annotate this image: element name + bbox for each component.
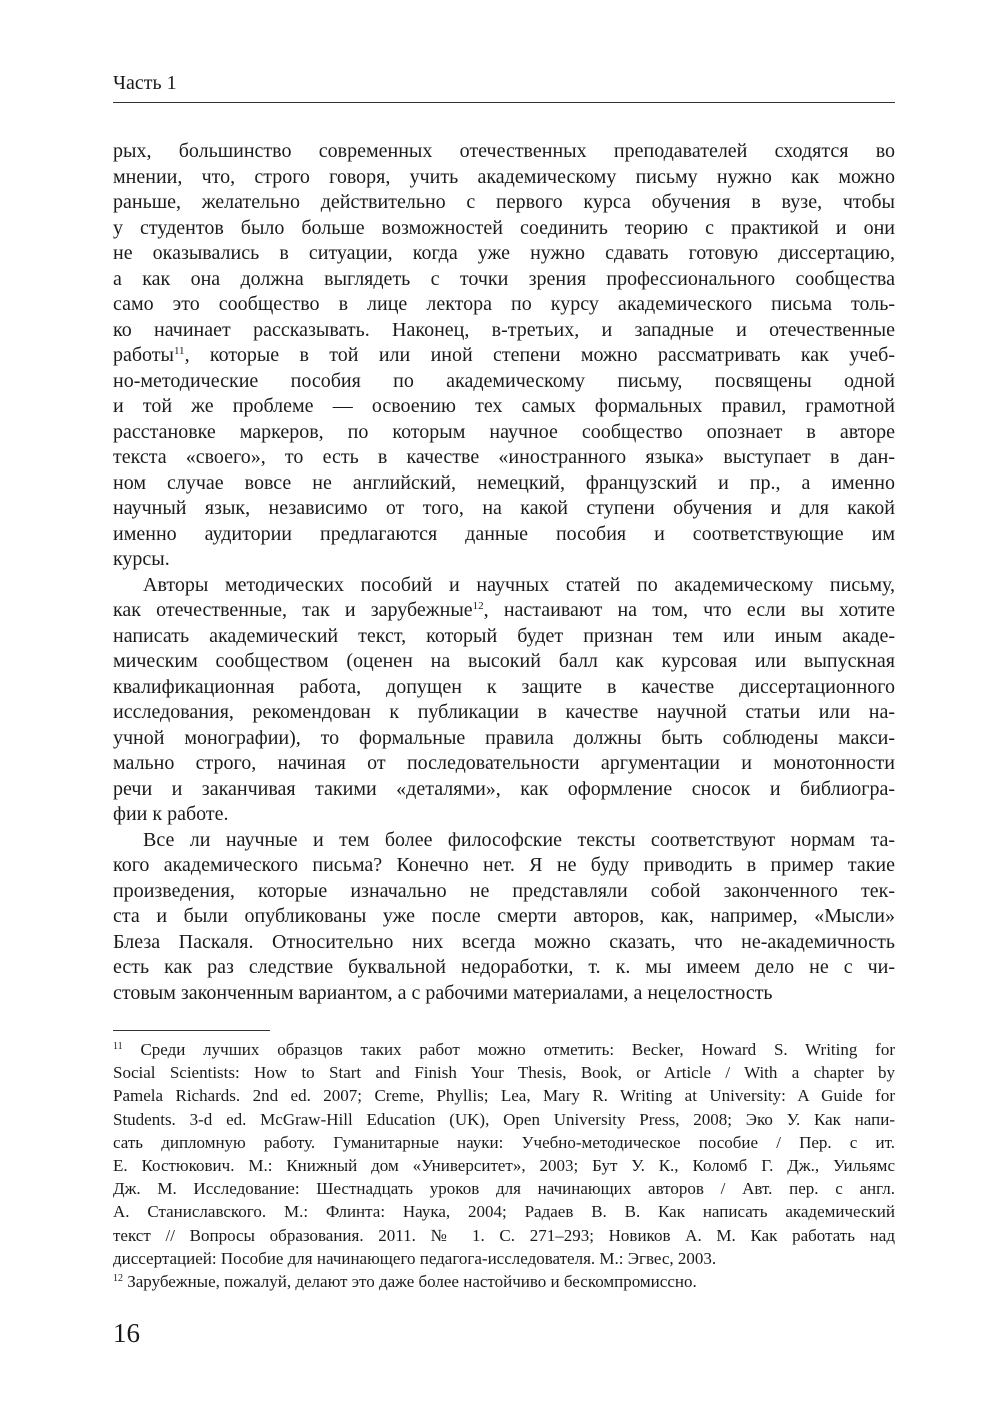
footnote-line: $^{11}$ Среди лучших образцов таких работ можно отметить: Becker, Howard S. Writing for <box>113 1040 895 1059</box>
body-line: кого академического письма? Конечно нет. Я не буду приводить в пример такие <box>113 854 895 876</box>
body-line: а как она должна выглядеть с точки зрения профессионального сообщества <box>113 267 895 290</box>
footnote-line: Дж. М. Исследование: Шестнадцать уроков для начинающих авторов / Авт. пер. с англ. <box>113 1179 895 1199</box>
body-line: стовым законченным вариантом, а с рабочими материалами, а нецелостность <box>113 981 773 1004</box>
footnote-line: $^{12}$ Зарубежные, пожалуй, делают это даже более настойчиво и бескомпромиссно. <box>113 1271 697 1291</box>
header-rule <box>113 102 895 103</box>
running-header: Часть 1 <box>113 72 177 94</box>
body-line: работы$^{11}$, которые в той или иной степени можно рассматривать как учеб- <box>113 344 895 366</box>
body-line: написать академический текст, который будет признан тем или иным акаде- <box>113 624 895 647</box>
body-line: именно аудитории предлагаются данные пособия и соответствующие им <box>113 522 895 545</box>
body-line: произведения, которые изначально не представляли собой законченного тек- <box>113 879 895 902</box>
footnote-separator <box>113 1030 270 1031</box>
footnote-line: сать дипломную работу. Гуманитарные науки: Учебно-методическое пособие / Пер. с ит. <box>113 1132 895 1152</box>
footnote-line: Social Scientists: How to Start and Finish Your Thesis, Book, or Article / With a chapter by <box>113 1063 895 1083</box>
body-line: рых, большинство современных отечественных преподавателей сходятся во <box>113 140 895 162</box>
body-text <box>113 139 895 1006</box>
body-line: ста и были опубликованы уже после смерти авторов, как, например, «Мысли» <box>113 905 895 927</box>
body-line: квалификационная работа, допущен к защите в качестве диссертационного <box>113 675 895 698</box>
body-line: Все ли научные и тем более философские тексты соответствуют нормам та- <box>143 828 895 851</box>
footnote-line: текст // Вопросы образования. 2011. № 1. С. 271–293; Новиков А. М. Как работать над <box>113 1225 895 1245</box>
body-line: курсы. <box>113 548 170 570</box>
body-line: исследования, рекомендован к публикации в качестве научной статьи или на- <box>113 701 895 723</box>
body-line: само это сообщество в лице лектора по курсу академического письма толь- <box>113 293 895 315</box>
body-line: ном случае вовсе не английский, немецкий, французский и пр., а именно <box>113 471 895 494</box>
footnote-line: Pamela Richards. 2nd ed. 2007; Creme, Phyllis; Lea, Mary R. Writing at University: A Guide for <box>113 1086 895 1106</box>
body-line: и той же проблеме — освоению тех самых формальных правил, грамотной <box>113 395 895 417</box>
body-line: у студентов было больше возможностей соединить теорию с практикой и они <box>113 216 895 239</box>
body-line: не оказывались в ситуации, когда уже нужно сдавать готовую диссертацию, <box>113 242 895 264</box>
body-line: текста «своего», то есть в качестве «иностранного языка» выступает в дан- <box>113 446 895 468</box>
body-line: но-методические пособия по академическому письму, посвящены одной <box>113 369 895 392</box>
body-line: Блеза Паскаля. Относительно них всегда можно сказать, что не-академичность <box>113 930 895 953</box>
body-line: раньше, желательно действительно с первого курса обучения в вузе, чтобы <box>113 191 895 213</box>
body-line: есть как раз следствие буквальной недоработки, т. к. мы имеем дело не с чи- <box>113 956 895 978</box>
footnote-line: Е. Костюкович. М.: Книжный дом «Университет», 2003; Бут У. К., Коломб Г. Дж., Уильямс <box>113 1155 895 1175</box>
footnote-line: диссертацией: Пособие для начинающего педагога-исследователя. М.: Эгвес, 2003. <box>113 1248 717 1268</box>
body-line: ко начинает рассказывать. Наконец, в-третьих, и западные и отечественные <box>113 318 895 341</box>
body-line: мическим сообществом (оценен на высокий балл как курсовая или выпускная <box>113 650 895 672</box>
body-line: расстановке маркеров, по которым научное сообщество опознает в авторе <box>113 420 895 443</box>
body-line: как отечественные, так и зарубежные$^{12}$, настаивают на том, что если вы хотите <box>113 599 896 621</box>
body-line: речи и заканчивая такими «деталями», как оформление сносок и библиогра- <box>113 777 895 800</box>
body-line: научный язык, независимо от того, на какой ступени обучения и для какой <box>113 497 895 519</box>
footnotes <box>113 1038 895 1293</box>
page-number: 16 <box>113 1318 140 1348</box>
body-line: фии к работе. <box>113 803 229 825</box>
footnote-line: Students. 3-d ed. McGraw-Hill Education (UK), Open University Press, 2008; Эко У. Как напи- <box>113 1109 895 1129</box>
body-line: мнении, что, строго говоря, учить академическому письму нужно как можно <box>113 165 895 188</box>
body-line: мально строго, начиная от последовательности аргументации и монотонности <box>113 752 895 774</box>
body-line: Авторы методических пособий и научных статей по академическому письму, <box>143 573 895 596</box>
footnote-line: А. Станиславского. М.: Флинта: Наука, 2004; Радаев В. В. Как написать академический <box>113 1202 895 1222</box>
body-line: учной монографии), то формальные правила должны быть соблюдены макси- <box>113 726 895 749</box>
